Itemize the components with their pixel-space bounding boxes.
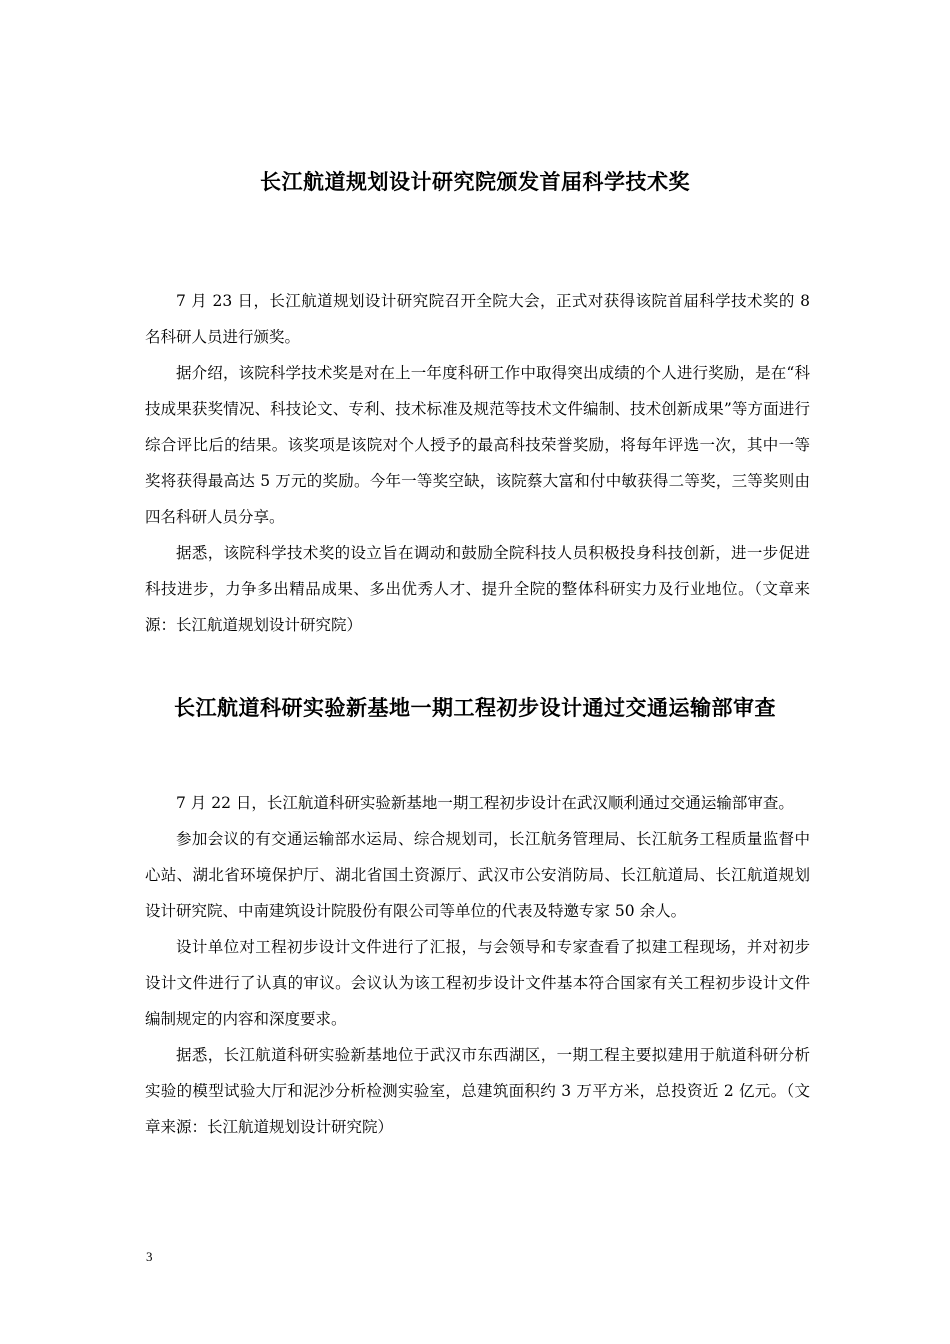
article-1-paragraph-3: 据悉，该院科学技术奖的设立旨在调动和鼓励全院科技人员积极投身科技创新，进一步促进科技进步，力争多出精品成果、多出优秀人才、提升全院的整体科研实力及行业地位。（文章来源：长江航道规划设计研究院） <box>145 544 810 634</box>
article-2-body <box>145 785 810 1145</box>
page-number: 3 <box>146 1249 153 1264</box>
article-2-paragraph-3: 设计单位对工程初步设计文件进行了汇报，与会领导和专家查看了拟建工程现场，并对初步设计文件进行了认真的审议。会议认为该工程初步设计文件基本符合国家有关工程初步设计文件编制规定的内容和深度要求。 <box>145 938 810 1028</box>
article-1-paragraph-2: 据介绍，该院科学技术奖是对在上一年度科研工作中取得突出成绩的个人进行奖励，是在“科技成果获奖情况、科技论文、专利、技术标准及规范等技术文件编制、技术创新成果”等方面进行综合评比后的结果。该奖项是该院对个人授予的最高科技荣誉奖励，将每年评选一次，其中一等奖将获得最高达 5 万元的奖励。今年一等奖空缺，该院蔡大富和付中敏获得二等奖，三等奖则由四名科研人员分享。 <box>145 364 810 526</box>
article-1-title: 长江航道规划设计研究院颁发首届科学技术奖 <box>260 170 690 194</box>
article-2-paragraph-2: 参加会议的有交通运输部水运局、综合规划司，长江航务管理局、长江航务工程质量监督中心站、湖北省环境保护厅、湖北省国土资源厅、武汉市公安消防局、长江航道局、长江航道规划设计研究院、中南建筑设计院股份有限公司等单位的代表及特邀专家 50 余人。 <box>145 830 810 920</box>
article-2-paragraph-4: 据悉，长江航道科研实验新基地位于武汉市东西湖区，一期工程主要拟建用于航道科研分析实验的模型试验大厅和泥沙分析检测实验室，总建筑面积约 3 万平方米，总投资近 2 亿元。（文章来源：长江航道规划设计研究院） <box>145 1046 810 1136</box>
article-1-body <box>145 283 810 643</box>
article-1-paragraph-1: 7 月 23 日，长江航道规划设计研究院召开全院大会，正式对获得该院首届科学技术奖的 8 名科研人员进行颁奖。 <box>145 292 810 346</box>
article-2-title: 长江航道科研实验新基地一期工程初步设计通过交通运输部审查 <box>174 696 776 720</box>
article-2-paragraph-1: 7 月 22 日，长江航道科研实验新基地一期工程初步设计在武汉顺利通过交通运输部审查。 <box>176 794 794 812</box>
